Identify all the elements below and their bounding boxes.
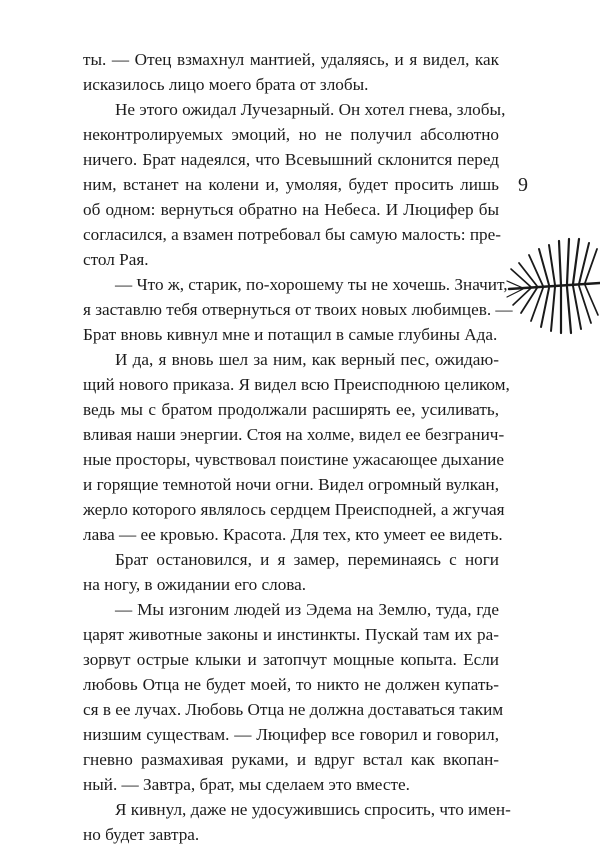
text-line: — Мы изгоним людей из Эдема на Землю, туда, где [115,600,499,619]
text-line: Брат остановился, и я замер, переминаясь с ноги [115,550,499,569]
text-line: гневно размахивая руками, и вдруг встал как вкопан- [83,750,499,769]
text-line: ный. — Завтра, брат, мы сделаем это вместе. [83,775,410,794]
text-line: низшим существам. — Люцифер все говорил и говорил, [83,725,499,744]
text-line: И да, я вновь шел за ним, как верный пес, ожидаю- [115,350,499,369]
text-line: на ногу, в ожидании его слова. [83,575,307,594]
text-line: лава — ее кровью. Красота. Для тех, кто умеет ее видеть. [83,525,503,544]
text-line: Не этого ожидал Лучезарный. Он хотел гнева, злобы, [115,100,506,119]
text-line: неконтролируемых эмоций, но не получил абсолютно [83,125,499,144]
text-line: но будет завтра. [83,825,200,844]
text-line: исказилось лицо моего брата от злобы. [83,75,369,94]
text-line: любовь Отца не будет моей, то никто не должен купать- [83,675,499,694]
text-line: — Что ж, старик, по-хорошему ты не хочешь. Значит, [115,275,508,294]
text-line: щий нового приказа. Я видел всю Преисподнюю целиком, [83,375,510,394]
page-number: 9 [518,174,528,196]
text-line: ты. — Отец взмахнул мантией, удаляясь, и я видел, как [83,50,499,69]
text-line: Брат вновь кивнул мне и потащил в самые глубины Ада. [83,325,498,344]
text-line: ведь мы с братом продолжали расширять ее, усиливать, [83,400,499,419]
text-line: ничего. Брат надеялся, что Всевышний склонится перед [83,150,499,169]
text-line: царят животные законы и инстинкты. Пускай там их ра- [83,625,499,644]
text-line: ные просторы, чувствовал поистине ужасающее дыхание [83,450,504,469]
feather-ornament [503,225,600,345]
text-line: Я кивнул, даже не удосужившись спросить, что имен- [115,800,511,819]
text-line: ся в ее лучах. Любовь Отца не должна доставаться таким [83,700,504,719]
text-line: жерло которого являлось сердцем Преисподней, а жгучая [83,500,505,519]
text-line: согласился, а взамен потребовал бы самую малость: пре- [83,225,501,244]
body-text [83,47,513,847]
text-line: об одном: вернуться обратно на Небеса. И Люцифер бы [83,200,499,219]
text-line: стол Рая. [83,250,149,269]
text-line: я заставлю тебя отвернуться от твоих новых любимцев. — [83,300,513,319]
text-line: и горящие темнотой ночи огни. Видел огромный вулкан, [83,475,499,494]
text-line: зорвут острые клыки и затопчут мощные копыта. Если [83,650,499,669]
text-line: вливая наши энергии. Стоя на холме, видел ее безгранич- [83,425,505,444]
text-line: ним, встанет на колени и, умоляя, будет просить лишь [83,175,499,194]
